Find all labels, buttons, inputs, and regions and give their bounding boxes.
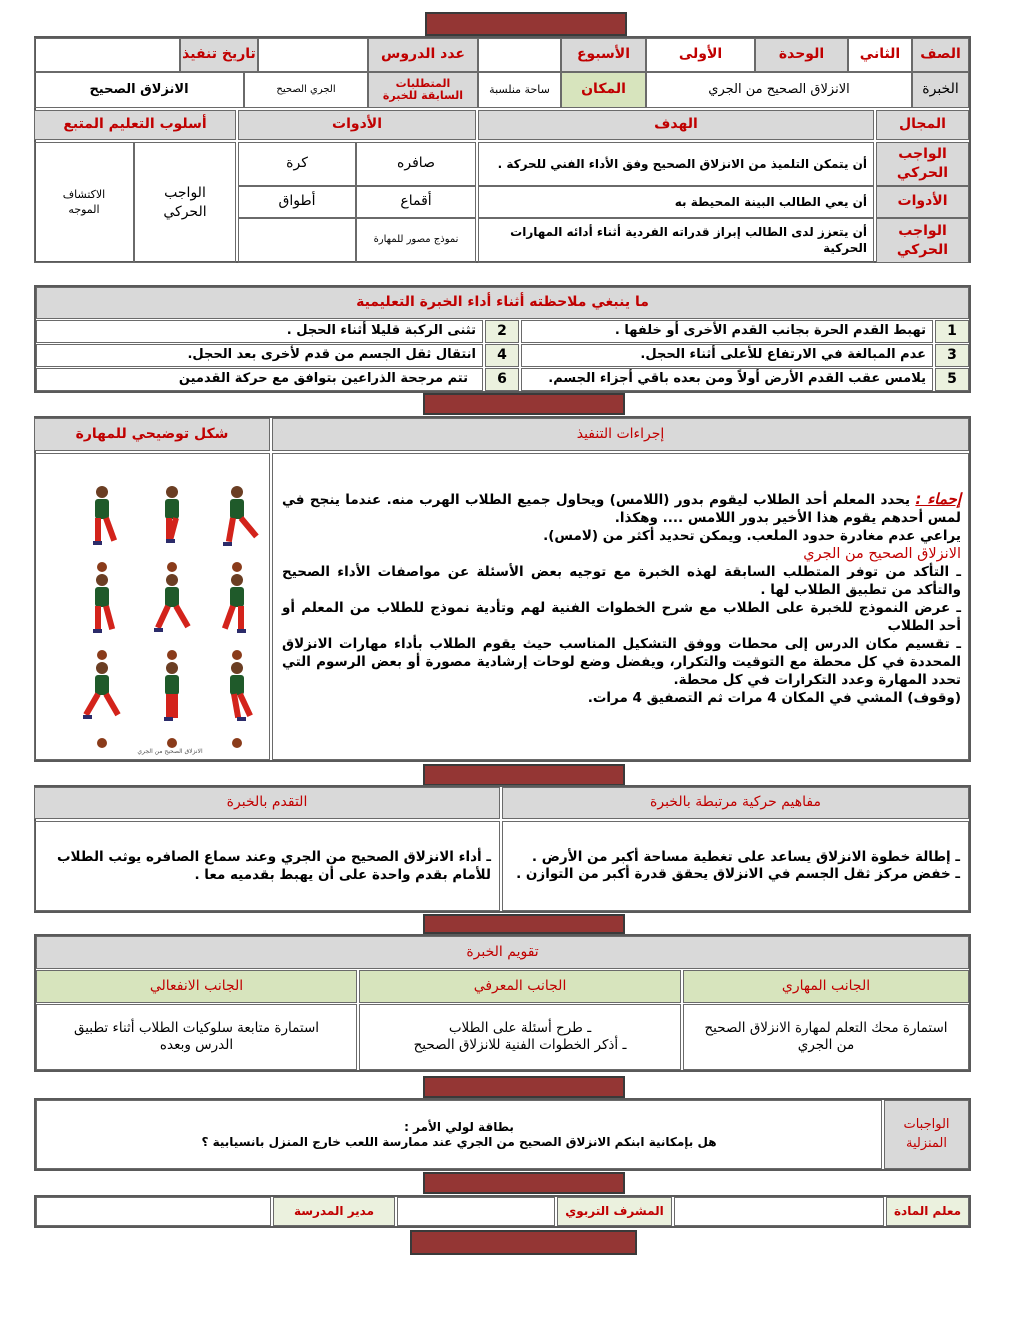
observation-text-1: تهبط القدم الحرة بجانب القدم الأخرى أو خلفها .	[521, 320, 933, 343]
observation-text-3: عدم المبالغة في الارتفاع للأعلى أثناء الحجل.	[521, 344, 933, 367]
signatures-table	[34, 1195, 971, 1228]
figure-runner-icon	[215, 484, 259, 554]
observation-num-6: 6	[485, 368, 519, 391]
evaluation-affective-header: الجانب الانفعالي	[36, 970, 357, 1003]
concepts-title: مفاهيم حركية مرتبطة بالخبرة	[502, 787, 969, 819]
tool-ball: كرة	[238, 142, 356, 186]
header-table	[34, 36, 971, 263]
figure-runner-icon	[215, 660, 259, 730]
evaluation-title: تقويم الخبرة	[36, 936, 969, 969]
skill-name: الانزلاق الصحيح	[34, 72, 244, 108]
warmup-label: إحماء :	[915, 490, 961, 508]
week-label: الأسبوع	[561, 38, 646, 72]
step-number-badge	[167, 562, 177, 572]
observations-title: ما ينبغي ملاحظته أثناء أداء الخبرة التعليمية	[36, 287, 969, 319]
procedures-text	[274, 490, 969, 707]
evaluation-skill-line-1: استمارة محك التعلم لمهارة الانزلاق الصحيح	[704, 1020, 948, 1037]
tools-header: الأدوات	[238, 110, 476, 140]
evaluation-table	[34, 934, 971, 1072]
figure-runner-icon	[80, 572, 124, 642]
supervisor-label: المشرف التربوي	[557, 1197, 672, 1226]
evaluation-skill-line-2: من الجري	[797, 1037, 855, 1053]
concepts-body	[502, 821, 969, 911]
objective-domain-3: الواجب الحركي	[876, 218, 969, 263]
step-number-badge	[232, 650, 242, 660]
warmup-text: يحدد المعلم أحد الطلاب ليقوم بدور (اللامس) ويحاول جميع الطلاب الهرب منه. عندما ينجح في لمس أحدهم يقوم هذا الأخير بدور اللامس .... وهكذا.	[282, 492, 961, 526]
evaluation-affective-body	[36, 1004, 357, 1070]
concept-item-1: ـ إطالة خطوة الانزلاق يساعد على تغطية مساحة أكبر من الأرض .	[531, 849, 960, 866]
procedures-table	[34, 416, 971, 762]
lessons-count-label: عدد الدروس	[368, 38, 478, 72]
homework-body	[36, 1100, 882, 1169]
step-number-badge	[97, 738, 107, 748]
place-label: المكان	[561, 72, 646, 108]
observation-num-4: 4	[485, 344, 519, 367]
warmup-note: يراعي عدم مغادرة حدود الملعب. ويمكن تحديد أكثر من (لامس).	[543, 528, 961, 544]
unit-value: الأولى	[646, 38, 755, 72]
figure-runner-icon	[80, 660, 124, 730]
concepts-progression-table	[34, 785, 971, 913]
figure-runner-icon	[150, 660, 194, 730]
figure-caption: الانزلاق الصحيح من الجري	[137, 748, 203, 755]
prerequisites-label: المتطلبات السابقة للخبرة	[368, 72, 478, 108]
figure-title: شكل توضيحي للمهارة	[34, 418, 270, 451]
lessons-count-value[interactable]	[258, 38, 368, 72]
homework-table	[34, 1098, 971, 1171]
observation-num-2: 2	[485, 320, 519, 343]
objective-domain-2: الأدوات	[876, 186, 969, 218]
figure-runner-icon	[150, 484, 194, 554]
observation-text-5: يلامس عقب القدم الأرض أولاً ومن بعده باقي أجزاء الجسم.	[521, 368, 933, 391]
domain-header: المجال	[876, 110, 969, 140]
objective-goal-1: أن يتمكن التلميذ من الانزلاق الصحيح وفق الأداء الفني للحركة .	[478, 142, 874, 186]
objective-goal-2: أن يعي الطالب البينة المحيطة به	[478, 186, 874, 218]
figure-runner-icon	[80, 484, 124, 554]
evaluation-cognitive-header: الجانب المعرفي	[359, 970, 681, 1003]
week-value[interactable]	[478, 38, 561, 72]
observation-num-5: 5	[935, 368, 969, 391]
procedure-step-1: ـ التأكد من توفر المتطلب السابقة لهذه الخبرة مع توجيه بعض الأسئلة عن مواصفات الأداء الصحيح والتأكد من تطبيق الطلاب لها .	[282, 564, 961, 598]
procedure-step-3: ـ تقسيم مكان الدرس إلى محطات ووفق التشكيل المناسب حيث يقوم الطلاب بأداء مهارات الانزلاق المحددة في كل محطة مع التوقيت والتكرار، ويفضل وضع لوحات إرشادية مصورة أو بعض الرسوم التي تحدد المهارة وعدد التكرارات في كل محطة.	[282, 636, 961, 688]
observation-text-4: انتقال ثقل الجسم من قدم لأخرى بعد الحجل.	[36, 344, 483, 367]
teacher-label: معلم المادة	[886, 1197, 969, 1226]
step-number-badge	[167, 650, 177, 660]
tool-photo-model: نموذج مصور للمهارة	[356, 218, 476, 263]
goal-header: الهدف	[478, 110, 874, 140]
evaluation-affective-line-2: الدرس وبعده	[159, 1037, 234, 1053]
step-number-badge	[232, 738, 242, 748]
objective-domain-1: الواجب الحركي	[876, 142, 969, 186]
procedure-closing: (وقوف) المشي في المكان 4 مرات ثم التصفيق 4 مرات.	[587, 690, 961, 706]
tool-cones: أقماع	[356, 186, 476, 218]
divider-bar-2	[423, 764, 625, 786]
top-accent-bar	[425, 12, 627, 36]
principal-signature[interactable]	[36, 1197, 271, 1226]
skill-heading: الانزلاق الصحيح من الجري	[803, 546, 961, 562]
experience-label: الخبرة	[912, 72, 969, 108]
progression-body: ـ أداء الانزلاق الصحيح من الجري وعند سماع الصافره يوثب الطلاب للأمام بقدم واحدة على أن يهبط بقدميه معا .	[34, 821, 500, 911]
grade-value: الثاني	[848, 38, 912, 72]
figure-runner-icon	[215, 572, 259, 642]
execution-date-value[interactable]	[34, 38, 180, 72]
prerequisites-value: الجري الصحيح	[244, 72, 368, 108]
step-number-badge	[232, 562, 242, 572]
figure-runner-icon	[150, 572, 194, 642]
evaluation-cognitive-line-1: ـ طرح أسئلة على الطلاب	[448, 1020, 592, 1037]
evaluation-skill-body	[683, 1004, 969, 1070]
observation-num-3: 3	[935, 344, 969, 367]
tool-hoops: أطواق	[238, 186, 356, 218]
procedures-title: إجراءات التنفيذ	[272, 418, 969, 451]
homework-card-title: بطاقة لولي الأمر :	[404, 1119, 514, 1134]
observation-text-6: تتم مرجحة الذراعين بتوافق مع حركة القدمين	[36, 368, 483, 391]
procedure-step-2: ـ عرض النموذج للخبرة على الطلاب مع شرح الخطوات الفنية لهم وتأدية نموذج للطلاب من المعلم أو أحد الطلاب	[282, 600, 961, 634]
tool-empty	[238, 218, 356, 263]
teacher-signature[interactable]	[674, 1197, 884, 1226]
divider-bar-1	[423, 393, 625, 415]
grade-label: الصف	[912, 38, 969, 72]
place-value: ساحة منلسبة	[478, 72, 561, 108]
evaluation-cognitive-line-2: ـ أذكر الخطوات الفنية للانزلاق الصحيح	[413, 1037, 627, 1053]
divider-bar-5	[423, 1172, 625, 1194]
evaluation-skill-header: الجانب المهاري	[683, 970, 969, 1003]
progression-title: التقدم بالخبرة	[34, 787, 500, 819]
unit-label: الوحدة	[755, 38, 848, 72]
step-number-badge	[97, 650, 107, 660]
method-task: الواجب الحركي	[134, 142, 236, 263]
divider-bar-3	[423, 914, 625, 934]
homework-label: الواجبات المنزلية	[884, 1100, 969, 1169]
tool-whistle: صافره	[356, 142, 476, 186]
supervisor-signature[interactable]	[397, 1197, 555, 1226]
step-number-badge	[167, 738, 177, 748]
observation-num-1: 1	[935, 320, 969, 343]
evaluation-cognitive-body	[359, 1004, 681, 1070]
divider-bar-4	[423, 1076, 625, 1098]
method-style: الاكتشاف الموجه	[34, 142, 134, 263]
objective-goal-3: أن يتعزز لدى الطالب إبراز قدراته الفردية أثناء أدائه المهارات الحركية	[478, 218, 874, 263]
concept-item-2: ـ خفض مركز ثقل الجسم في الانزلاق يحقق قدرة أكبر من التوازن .	[516, 866, 960, 882]
experience-value: الانزلاق الصحيح من الجري	[646, 72, 912, 108]
principal-label: مدير المدرسة	[273, 1197, 395, 1226]
bottom-accent-bar	[410, 1230, 637, 1255]
observation-text-2: تثنى الركبة قليلا أثناء الحجل .	[36, 320, 483, 343]
observations-table	[34, 285, 971, 393]
homework-question: هل بإمكانية ابنكم الانزلاق الصحيح من الجري عند ممارسة اللعب خارج المنزل بانسيابية ؟	[201, 1134, 717, 1149]
evaluation-affective-line-1: استمارة متابعة سلوكيات الطلاب أثناء تطبيق	[73, 1020, 320, 1037]
step-number-badge	[97, 562, 107, 572]
skill-illustration	[50, 454, 270, 754]
execution-date-label: تاريخ تنفيذ	[180, 38, 258, 72]
teaching-method-header: أسلوب التعليم المتبع	[34, 110, 236, 140]
